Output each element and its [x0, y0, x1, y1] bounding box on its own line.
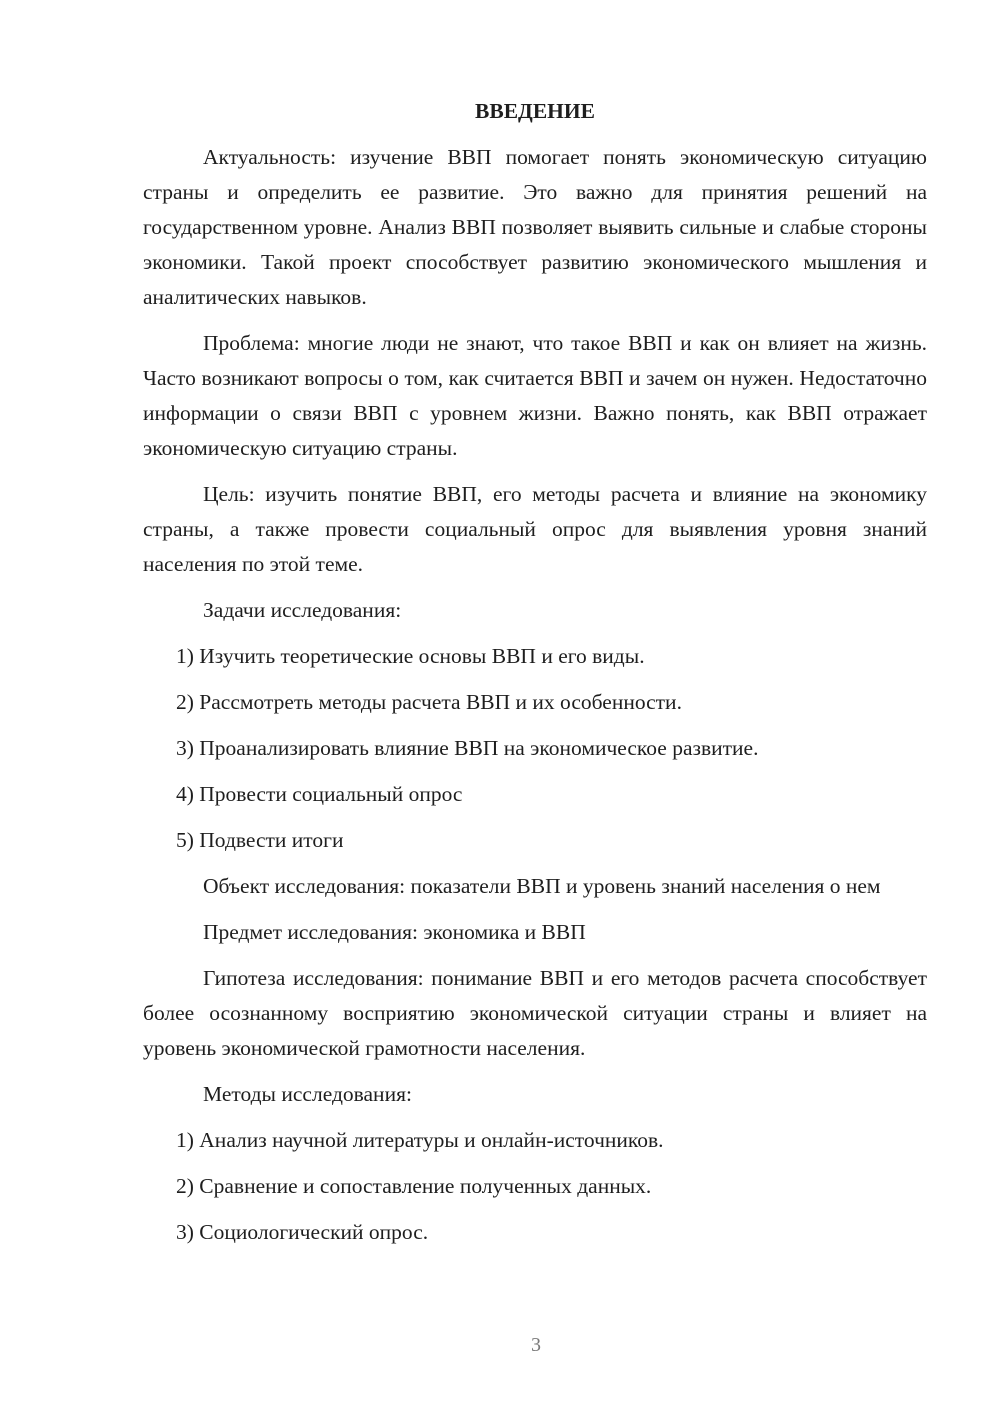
list-item: 3) Социологический опрос.	[176, 1220, 429, 1244]
subject-paragraph: Предмет исследования: экономика и ВВП	[203, 920, 586, 944]
page-title: ВВЕДЕНИЕ	[475, 99, 595, 123]
problem-paragraph: Проблема: многие люди не знают, что такое ВВП и как он влияет на жизнь. Часто возникают вопросы о том, как считается ВВП и зачем он нужен. Недостаточно информации о связи ВВП с уровнем жизни. Важно понять, как ВВП отражает экономическую ситуацию страны.	[143, 331, 927, 460]
list-item: 2) Сравнение и сопоставление полученных данных.	[176, 1174, 652, 1198]
list-item: 1) Изучить теоретические основы ВВП и его виды.	[176, 644, 645, 668]
list-item: 1) Анализ научной литературы и онлайн-источников.	[176, 1128, 664, 1152]
page-number: 3	[531, 1334, 541, 1356]
document-page	[143, 96, 927, 1261]
list-item: 3) Проанализировать влияние ВВП на экономическое развитие.	[176, 736, 759, 760]
list-item: 5) Подвести итоги	[176, 828, 344, 852]
tasks-heading: Задачи исследования:	[203, 598, 402, 622]
list-item: 4) Провести социальный опрос	[176, 782, 463, 806]
methods-list	[143, 1123, 927, 1250]
relevance-paragraph: Актуальность: изучение ВВП помогает понять экономическую ситуацию страны и определить ее развитие. Это важно для принятия решений на государственном уровне. Анализ ВВП позволяет выявить сильные и слабые стороны экономики. Такой проект способствует развитию экономического мышления и аналитических навыков.	[143, 145, 927, 309]
hypothesis-paragraph: Гипотеза исследования: понимание ВВП и его методов расчета способствует более осознанному восприятию экономической ситуации страны и влияет на уровень экономической грамотности населения.	[143, 966, 927, 1060]
list-item: 2) Рассмотреть методы расчета ВВП и их особенности.	[176, 690, 682, 714]
goal-paragraph: Цель: изучить понятие ВВП, его методы расчета и влияние на экономику страны, а также провести социальный опрос для выявления уровня знаний населения по этой теме.	[143, 482, 927, 576]
tasks-list	[143, 639, 927, 858]
methods-heading: Методы исследования:	[203, 1082, 412, 1106]
object-paragraph: Объект исследования: показатели ВВП и уровень знаний населения о нем	[203, 874, 881, 898]
